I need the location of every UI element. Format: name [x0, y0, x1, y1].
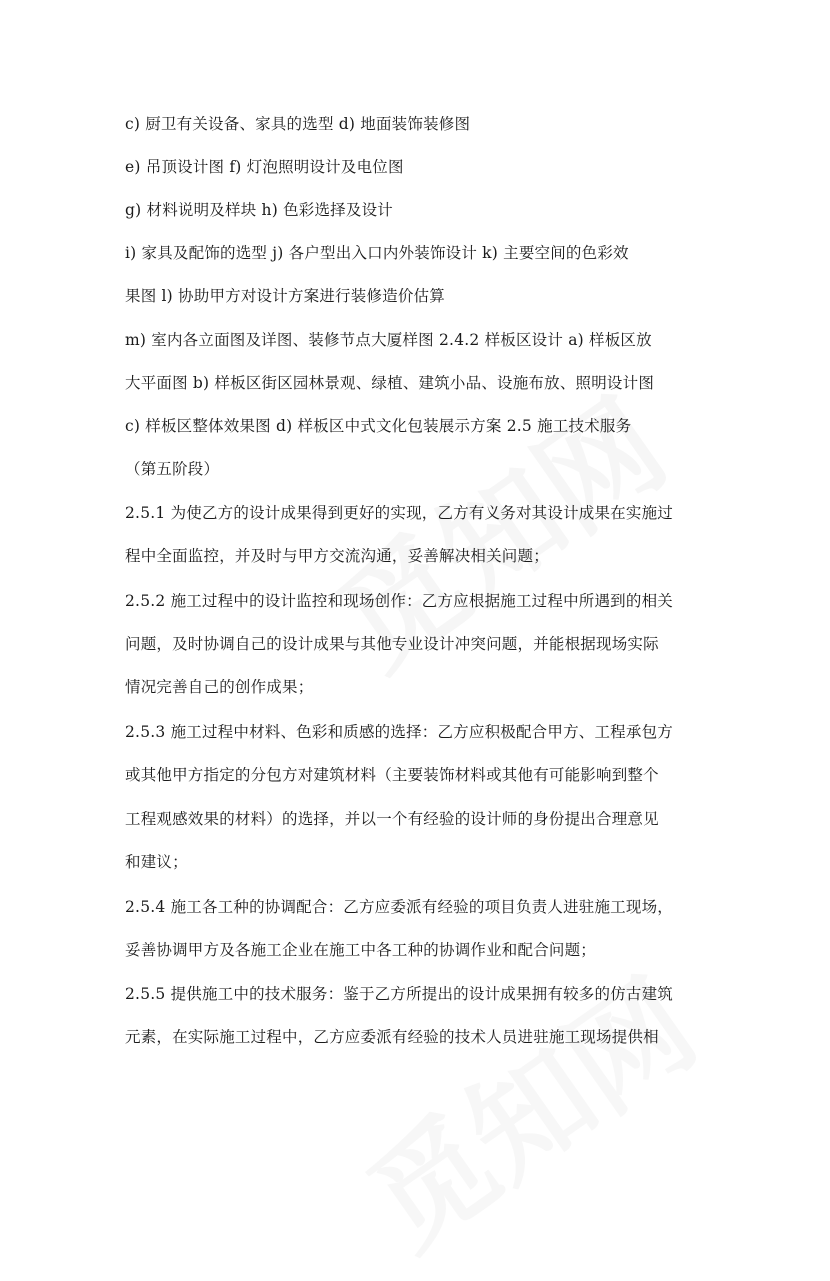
text-line: 2.5.2 施工过程中的设计监控和现场创作：乙方应根据施工过程中所遇到的相关 [125, 592, 673, 610]
text-line: 2.5.4 施工各工种的协调配合：乙方应委派有经验的项目负责人进驻施工现场， [125, 898, 673, 916]
text-line: 果图 l) 协助甲方对设计方案进行装修造价估算 [125, 287, 445, 305]
text-line: i) 家具及配饰的选型 j) 各户型出入口内外装饰设计 k) 主要空间的色彩效 [125, 244, 629, 262]
text-line: e) 吊顶设计图 f) 灯泡照明设计及电位图 [125, 158, 404, 176]
text-line: c) 样板区整体效果图 d) 样板区中式文化包装展示方案 2.5 施工技术服务 [125, 417, 632, 435]
text-line: 妥善协调甲方及各施工企业在施工中各工种的协调作业和配合问题； [125, 941, 597, 959]
text-line: （第五阶段） [125, 460, 220, 478]
text-line: 工程观感效果的材料）的选择，并以一个有经验的设计师的身份提出合理意见 [125, 810, 659, 828]
text-line: m) 室内各立面图及详图、装修节点大厦样图 2.4.2 样板区设计 a) 样板区放 [125, 331, 652, 349]
text-line: 2.5.5 提供施工中的技术服务：鉴于乙方所提出的设计成果拥有较多的仿古建筑 [125, 985, 673, 1003]
text-line: 程中全面监控，并及时与甲方交流沟通，妥善解决相关问题； [125, 547, 549, 565]
text-line: 或其他甲方指定的分包方对建筑材料（主要装饰材料或其他有可能影响到整个 [125, 766, 659, 784]
text-line: 问题，及时协调自己的设计成果与其他专业设计冲突问题，并能根据现场实际 [125, 635, 659, 653]
text-line: 和建议； [125, 853, 188, 871]
text-line: 2.5.3 施工过程中材料、色彩和质感的选择：乙方应积极配合甲方、工程承包方 [125, 723, 673, 741]
text-line: g) 材料说明及样块 h) 色彩选择及设计 [125, 201, 393, 219]
text-line: 元素，在实际施工过程中，乙方应委派有经验的技术人员进驻施工现场提供相 [125, 1028, 659, 1046]
text-line: 2.5.1 为使乙方的设计成果得到更好的实现，乙方有义务对其设计成果在实施过 [125, 504, 673, 522]
text-line: 情况完善自己的创作成果； [125, 678, 314, 696]
text-line: 大平面图 b) 样板区街区园林景观、绿植、建筑小品、设施布放、照明设计图 [125, 374, 655, 392]
text-line: c) 厨卫有关设备、家具的选型 d) 地面装饰装修图 [125, 115, 471, 133]
